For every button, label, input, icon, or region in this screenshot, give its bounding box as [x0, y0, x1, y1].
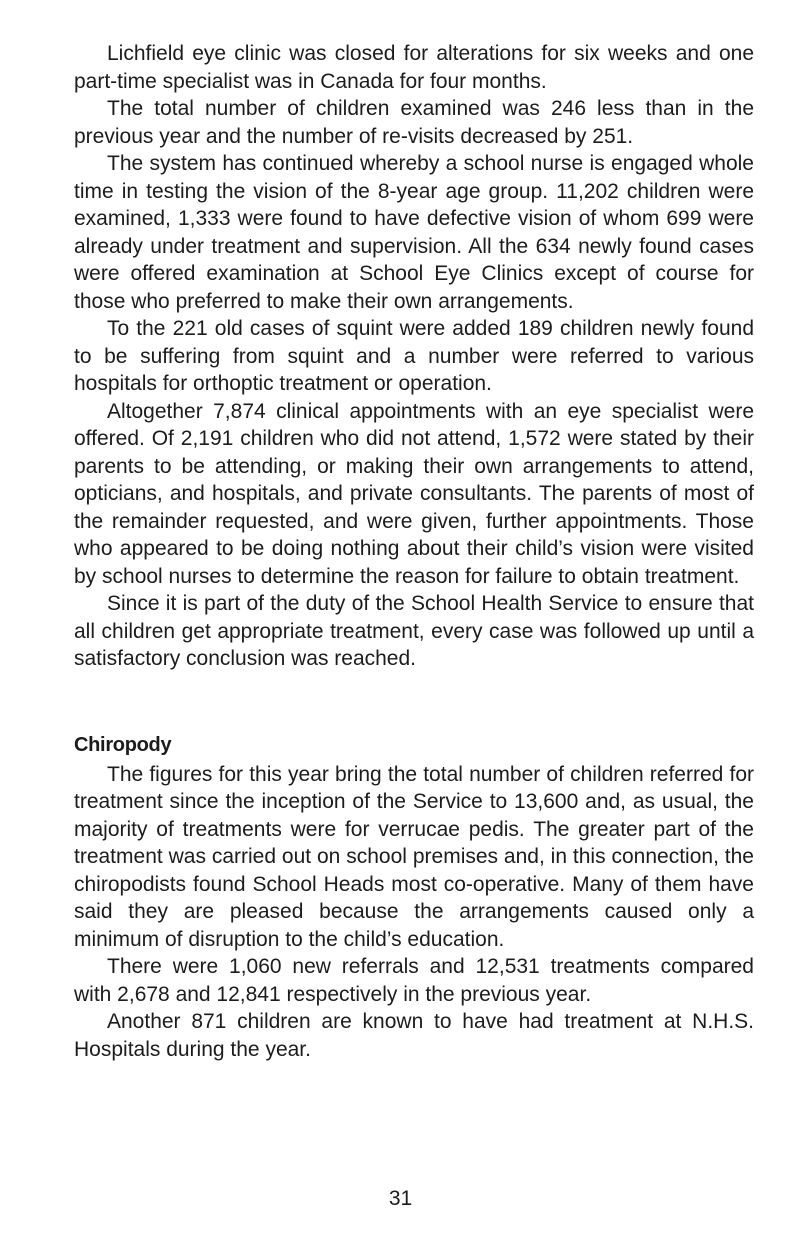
- paragraph: Since it is part of the duty of the School Health Service to ensure that all children get appropriate treatment, every case was followed up until a satisfactory conclusion was reached.: [74, 592, 754, 670]
- section-spacer: [74, 673, 754, 731]
- paragraph: The system has continued whereby a school nurse is engaged whole time in testing the vision of the 8-year age group. 11,202 children were examined, 1,333 were found to have defective vision of whom 699 were already under treatment and supervision. All the 634 newly found cases were offered examination at School Eye Clinics except of course for those who preferred to make their own arrangements.: [74, 152, 754, 313]
- paragraph: Another 871 children are known to have had treatment at N.H.S. Hospitals during the year.: [74, 1010, 754, 1061]
- section-heading: Chiropody: [74, 733, 172, 756]
- paragraph: To the 221 old cases of squint were added 189 children newly found to be suffering from squint and a number were referred to various hospitals for orthoptic treatment or operation.: [74, 317, 754, 395]
- paragraph: The figures for this year bring the total number of children referred for treatment since the inception of the Service to 13,600 and, as usual, the majority of treatments were for verrucae pedis. The greater part of the treatment was carried out on school premises and, in this connection, the chiropodists found School Heads most co-operative. Many of them have said they are pleased because the arrangements caused only a minimum of disruption to the child’s education.: [74, 762, 754, 951]
- eye-clinic-section: [74, 40, 754, 673]
- page-number: 31: [388, 1187, 413, 1210]
- paragraph: Altogether 7,874 clinical appointments with an eye specialist were offered. Of 2,191 children who did not attend, 1,572 were stated by their parents to be attending, or making their own arrangements to attend, opticians, and hospitals, and private consultants. The parents of most of the remainder requested, and were given, further appointments. Those who appeared to be doing nothing about their child’s vision were visited by school nurses to determine the reason for failure to obtain treatment.: [74, 399, 754, 588]
- chiropody-section: [74, 731, 754, 1064]
- paragraph: The total number of children examined was 246 less than in the previous year and the number of re-visits decreased by 251.: [74, 97, 754, 148]
- document-page: [74, 40, 754, 1063]
- paragraph: There were 1,060 new referrals and 12,531 treatments compared with 2,678 and 12,841 respectively in the previous year.: [74, 955, 754, 1006]
- paragraph: Lichfield eye clinic was closed for alterations for six weeks and one part-time specialist was in Canada for four months.: [74, 42, 754, 93]
